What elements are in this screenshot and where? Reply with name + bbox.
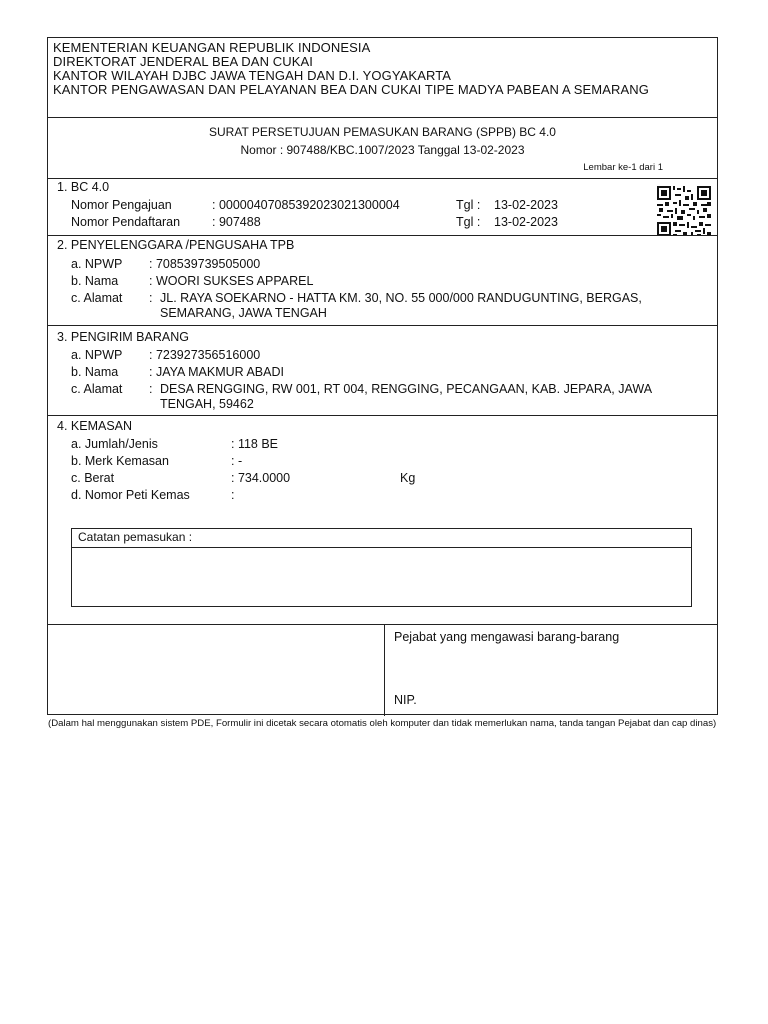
- qr-code-icon: [657, 186, 711, 236]
- nomor-pendaftaran-value: : 907488: [212, 215, 261, 229]
- document-number: Nomor : 907488/KBC.1007/2023 Tanggal 13-02-2023: [240, 143, 525, 157]
- kemasan-berat-label: c. Berat: [71, 471, 115, 485]
- penyelenggara-alamat-label: c. Alamat: [71, 291, 123, 305]
- kemasan-peti-value: :: [231, 488, 235, 502]
- pengirim-alamat-value: DESA RENGGING, RW 001, RT 004, RENGGING, PECANGAAN, KAB. JEPARA, JAWA TENGAH, 59462: [160, 382, 652, 411]
- header-line-customs-office: KANTOR PENGAWASAN DAN PELAYANAN BEA DAN CUKAI TIPE MADYA PABEAN A SEMARANG: [53, 82, 649, 97]
- catatan-label: Catatan pemasukan :: [78, 530, 193, 544]
- penyelenggara-nama-value: : WOORI SUKSES APPAREL: [149, 274, 314, 288]
- document-title-block: [48, 117, 717, 179]
- nip-label: NIP.: [394, 693, 417, 707]
- document-title: SURAT PERSETUJUAN PEMASUKAN BARANG (SPPB) BC 4.0: [209, 125, 556, 139]
- divider: [48, 178, 717, 179]
- tgl-pendaftaran-label: Tgl :: [456, 215, 481, 229]
- header-line-ministry: KEMENTERIAN KEUANGAN REPUBLIK INDONESIA: [53, 40, 371, 55]
- kemasan-jumlah-value: : 118 BE: [231, 437, 279, 451]
- divider: [48, 415, 717, 416]
- tgl-pendaftaran-value: 13-02-2023: [494, 215, 558, 229]
- penyelenggara-nama-label: b. Nama: [71, 274, 119, 288]
- sheet-count: Lembar ke-1 dari 1: [583, 162, 663, 173]
- pengirim-npwp-label: a. NPWP: [71, 348, 123, 362]
- pengirim-alamat-colon: :: [149, 382, 153, 396]
- pengirim-npwp-value: : 723927356516000: [149, 348, 261, 362]
- divider: [48, 325, 717, 326]
- penyelenggara-alamat-value: JL. RAYA SOEKARNO - HATTA KM. 30, NO. 55 000/000 RANDUGUNTING, BERGAS, SEMARANG, JAWA TENGAH: [160, 291, 642, 320]
- pengirim-nama-label: b. Nama: [71, 365, 119, 379]
- sppb-form: [47, 37, 718, 715]
- section-2-heading: 2. PENYELENGGARA /PENGUSAHA TPB: [57, 238, 295, 252]
- footnote: (Dalam hal menggunakan sistem PDE, Formulir ini dicetak secara otomatis oleh komputer dan tidak memerlukan nama, tanda tangan Pejabat dan cap dinas): [48, 718, 717, 729]
- penyelenggara-npwp-label: a. NPWP: [71, 257, 123, 271]
- section-4-heading: 4. KEMASAN: [57, 419, 133, 433]
- catatan-box: [71, 528, 692, 607]
- header-line-directorate: DIREKTORAT JENDERAL BEA DAN CUKAI: [53, 54, 313, 69]
- nomor-pengajuan-label: Nomor Pengajuan: [71, 198, 172, 212]
- penyelenggara-npwp-value: : 708539739505000: [149, 257, 261, 271]
- section-1-heading: 1. BC 4.0: [57, 180, 110, 194]
- pengirim-nama-value: : JAYA MAKMUR ABADI: [149, 365, 284, 379]
- nomor-pengajuan-value: : 00000407085392023021300004: [212, 198, 400, 212]
- kemasan-berat-unit: Kg: [400, 471, 416, 485]
- catatan-header: [72, 529, 691, 548]
- kemasan-merk-label: b. Merk Kemasan: [71, 454, 169, 468]
- kemasan-merk-value: : -: [231, 454, 243, 468]
- kemasan-jumlah-label: a. Jumlah/Jenis: [71, 437, 158, 451]
- kemasan-peti-label: d. Nomor Peti Kemas: [71, 488, 190, 502]
- tgl-pengajuan-label: Tgl :: [456, 198, 481, 212]
- signature-area: [48, 624, 717, 716]
- tgl-pengajuan-value: 13-02-2023: [494, 198, 558, 212]
- header-line-regional-office: KANTOR WILAYAH DJBC JAWA TENGAH DAN D.I. YOGYAKARTA: [53, 68, 452, 83]
- section-3-heading: 3. PENGIRIM BARANG: [57, 330, 189, 344]
- pejabat-label: Pejabat yang mengawasi barang-barang: [394, 630, 620, 644]
- divider: [48, 235, 717, 236]
- pengirim-alamat-label: c. Alamat: [71, 382, 123, 396]
- penyelenggara-alamat-colon: :: [149, 291, 153, 305]
- agency-header: [48, 38, 717, 118]
- nomor-pendaftaran-label: Nomor Pendaftaran: [71, 215, 181, 229]
- kemasan-berat-value: : 734.0000: [231, 471, 291, 485]
- signature-divider: [384, 625, 385, 716]
